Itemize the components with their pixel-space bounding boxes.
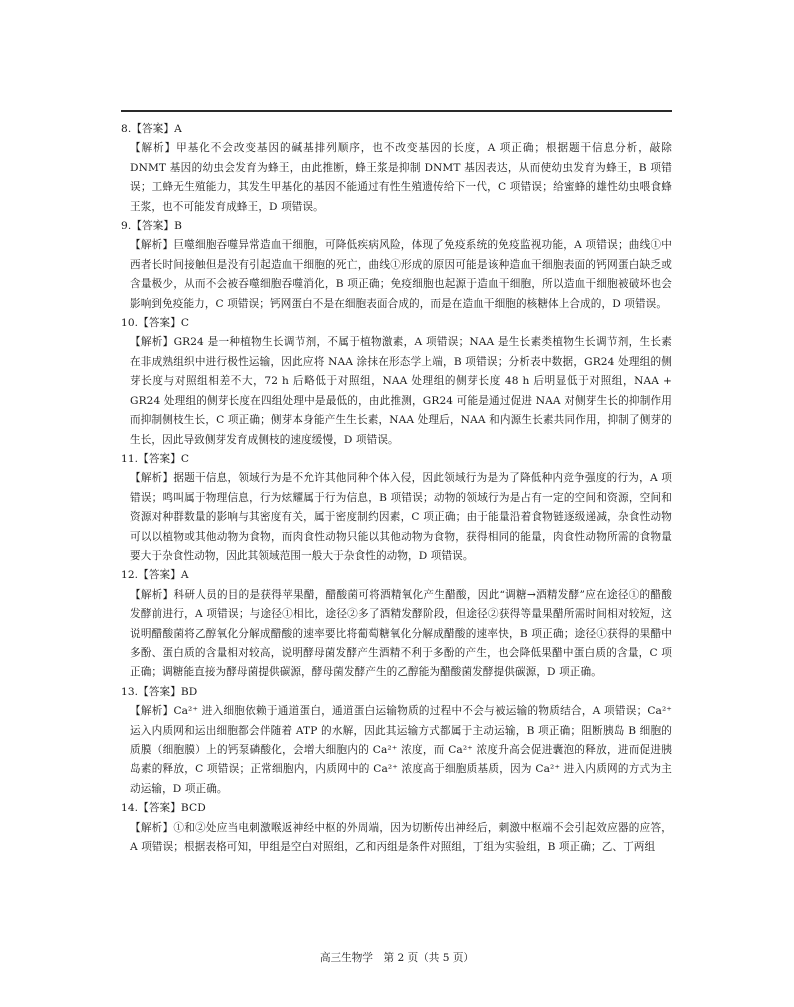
- answer-item-8: [121, 120, 672, 217]
- explanation-text: 【解析】Ca²⁺ 进入细胞依赖于通道蛋白，通道蛋白运输物质的过程中不会与被运输的物质结合，A 项错误；Ca²⁺ 运入内质网和运出细胞都会伴随着 ATP 的水解，因此其运输方式都属于主动运输，B 项正确；阻断胰岛 B 细胞的质膜（细胞膜）上的钙泵磷酸化，会增大细胞内的 Ca²⁺ 浓度，而 Ca²⁺ 浓度升高会促进囊泡的释放，进而促进胰岛素的释放，C 项错误；正常细胞内，内质网中的 Ca²⁺ 浓度高于细胞质基质，因为 Ca²⁺ 进入内质网的方式为主动运输，D 项正确。: [130, 705, 672, 795]
- answer-item-13: [121, 683, 672, 799]
- header-rule: [121, 110, 672, 112]
- explanation-text: 【解析】科研人员的目的是获得苹果醋，醋酸菌可将酒精氧化产生醋酸，因此“调糖→酒精发酵”应在途径①的醋酸发酵前进行，A 项错误；与途径①相比，途径②多了酒精发酵阶段，但途径②获得等量果醋所需时间相对较短，这说明醋酸菌将乙醇氧化分解成醋酸的速率要比将葡萄糖氧化分解成醋酸的速率快，B 项正确；途径①获得的果醋中多酚、蛋白质的含量相对较高，说明酵母菌发酵产生酒精不利于多酚的产生，也会降低果醋中蛋白质的含量，C 项正确；调糖能直接为酵母菌提供碳源，酵母菌发酵产生的乙醇能为醋酸菌发酵提供碳源，D 项正确。: [130, 588, 672, 679]
- answer-item-9: [121, 217, 672, 314]
- answer-line: 8.【答案】A: [121, 123, 182, 135]
- page-footer: 高三生物学 第 2 页（共 5 页）: [319, 952, 475, 964]
- answer-line: 9.【答案】B: [121, 220, 182, 233]
- explanation-text: 【解析】①和②处应当电刺激喉返神经中枢的外周端，因为切断传出神经后，刺激中枢端不会引起效应器的应答，A 项错误；根据表格可知，甲组是空白对照组，乙和丙组是条件对照组，丁组为实验组，B 项正确；乙、丁两组: [130, 821, 672, 854]
- answer-line: 12.【答案】A: [121, 569, 189, 582]
- answer-explanations: [121, 120, 672, 857]
- explanation-text: 【解析】甲基化不会改变基因的碱基排列顺序，也不改变基因的长度，A 项正确；根据题干信息分析，敲除 DNMT 基因的幼虫会发育为蜂王，由此推断，蜂王浆是抑制 DNMT 基因表达，从而使幼虫发育为蜂王，B 项错误；工蜂无生殖能力，其发生甲基化的基因不能通过有性生殖遗传给下一代，C 项错误；给蜜蜂的雄性幼虫喂食蜂王浆，也不可能发育成蜂王，D 项错误。: [130, 142, 672, 213]
- answer-line: 13.【答案】BD: [121, 685, 198, 698]
- explanation-text: 【解析】据题干信息，领域行为是不允许其他同种个体入侵，因此领域行为是为了降低种内竞争强度的行为，A 项错误；鸣叫属于物理信息，行为炫耀属于行为信息，B 项错误；动物的领域行为是占有一定的空间和资源，空间和资源对种群数量的影响与其密度有关，属于密度制约因素，C 项正确；由于能量沿着食物链逐级递减，杂食性动物可以以植物或其他动物为食物，而肉食性动物只能以其他动物为食物，获得相同的能量，肉食性动物所需的食物量要大于杂食性动物，因此其领域范围一般大于杂食性的动物，D 项错误。: [130, 472, 672, 562]
- answer-line: 10.【答案】C: [121, 317, 190, 330]
- answer-line: 11.【答案】C: [121, 452, 190, 465]
- explanation-text: 【解析】巨噬细胞吞噬异常造血干细胞，可降低疾病风险，体现了免疫系统的免疫监视功能，A 项错误；曲线①中西者长时间接触但是没有引起造血干细胞的死亡，曲线①形成的原因可能是该种造血干细胞表面的钙网蛋白缺乏或含量极少，从而不会被吞噬细胞吞噬消化，B 项正确；免疫细胞也起源于造血干细胞，所以造血干细胞被破坏也会影响到免疫能力，C 项错误；钙网蛋白不是在细胞表面合成的，而是在造血干细胞的核糖体上合成的，D 项错误。: [130, 239, 672, 310]
- answer-item-12: [121, 566, 672, 682]
- explanation-text: 【解析】GR24 是一种植物生长调节剂，不属于植物激素，A 项错误；NAA 是生长素类植物生长调节剂，生长素在非成熟组织中进行极性运输，因此应将 NAA 涂抹在形态学上端，B 项错误；分析表中数据，GR24 处理组的侧芽长度与对照组相差不大，72 h 后略低于对照组，NAA 处理组的侧芽长度 48 h 后明显低于对照组，NAA + GR24 处理组的侧芽长度在四组处理中是最低的，由此推测，GR24 可能是通过促进 NAA 对侧芽生长的抑制作用而抑制侧枝生长，C 项正确；侧芽本身能产生生长素，NAA 处理后，NAA 和内源生长素共同作用，抑制了侧芽的生长，因此导致侧芽发育成侧枝的速度缓慢，D 项错误。: [130, 336, 672, 446]
- answer-item-10: [121, 314, 672, 450]
- answer-item-11: [121, 450, 672, 566]
- answer-item-14: [121, 799, 672, 857]
- answer-line: 14.【答案】BCD: [121, 802, 206, 815]
